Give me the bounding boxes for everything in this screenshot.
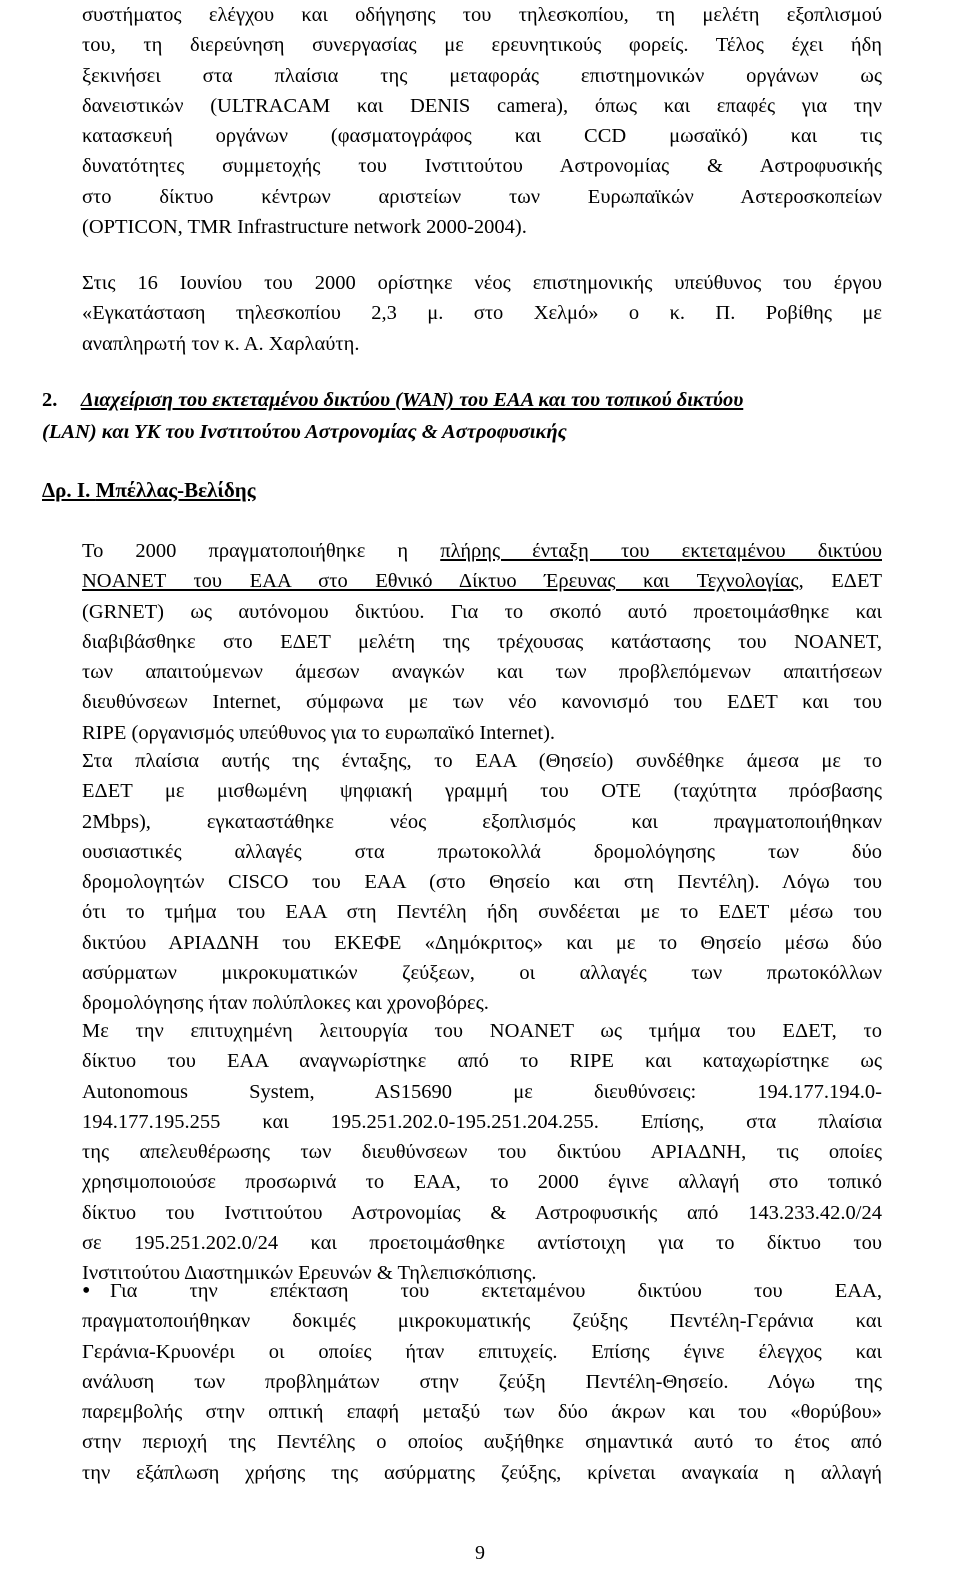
text-line: σε 195.251.202.0/24 και προετοιμάσθηκε αντίστοιχη για το δίκτυο του: [82, 1232, 882, 1255]
section-heading-line: [42, 384, 942, 416]
paragraph-telescope: [82, 0, 882, 242]
text-line: την εξάπλωση χρήσης της ασύρματης ζεύξης, κρίνεται αναγκαία η αλλαγή: [82, 1461, 882, 1484]
text-line: στην περιοχή της Πεντέλης ο οποίος αυξήθηκε σημαντικά αυτό το έτος από: [82, 1431, 882, 1454]
text-line: [82, 566, 882, 596]
text-line: RIPE (οργανισμός υπεύθυνος για το ευρωπαϊκό Internet).: [82, 721, 556, 744]
text-line: Για την επέκταση του εκτεταμένου δικτύου του ΕΑΑ,: [110, 1280, 882, 1302]
text-line: ότι το τμήμα του ΕΑΑ στη Πεντέλη ήδη συνδέεται με το ΕΔΕΤ μέσω του: [82, 901, 882, 924]
text-span: Το 2000 πραγματοποιήθηκε η: [82, 540, 441, 562]
underlined-text: πλήρης ένταξη του εκτεταμένου δικτύου: [440, 540, 882, 562]
text-line: χρησιμοποιούσε προσωρινά το ΕΑΑ, το 2000 έγινε αλλαγή στο τοπικό: [82, 1171, 882, 1194]
text-line: Γεράνια-Κρυονέρι οι οποίες ήταν επιτυχείς. Επίσης έγινε έλεγχος και: [82, 1340, 882, 1363]
underlined-text: NOANET του ΕΑΑ στο Εθνικό Δίκτυο Έρευνας και Τεχνολογίας: [82, 570, 799, 593]
text-line: ασύρματων μικροκυματικών ζεύξεων, οι αλλαγές των πρωτοκόλλων: [82, 962, 882, 985]
text-line: «Εγκατάσταση τηλεσκοπίου 2,3 μ. στο Χελμό» ο κ. Π. Ροβίθης με: [82, 302, 882, 325]
text-line: Στις 16 Ιουνίου του 2000 ορίστηκε νέος επιστημονικής υπεύθυνος του έργου: [82, 272, 882, 294]
text-line: 194.177.195.255 και 195.251.202.0-195.251.204.255. Επίσης, στα πλαίσια: [82, 1110, 882, 1133]
author-prefix: Δρ. Ι.: [42, 478, 96, 502]
paragraph-noanet: [82, 1016, 882, 1289]
paragraph-integration: [82, 536, 882, 748]
text-line: δρομολόγησης ήταν πολύπλοκες και χρονοβόρες.: [82, 992, 489, 1015]
text-line: δίκτυο του Ινστιτούτου Αστρονομίας & Αστροφυσικής από 143.233.42.0/24: [82, 1201, 882, 1224]
text-line: (GRNET) ως αυτόνομου δικτύου. Για το σκοπό αυτό προετοιμάσθηκε και: [82, 600, 882, 623]
page-number: 9: [475, 1542, 485, 1564]
section-title-line2: (LAN) και ΥΚ του Ινστιτούτου Αστρονομίας & Αστροφυσικής: [42, 421, 567, 443]
text-line: συστήματος ελέγχου και οδήγησης του τηλεσκοπίου, τη μελέτη εξοπλισμού: [82, 4, 882, 26]
text-line: Ινστιτούτου Διαστημικών Ερευνών & Τηλεπισκόπισης.: [82, 1262, 537, 1285]
text-line: Με την επιτυχημένη λειτουργία του NOANET ως τμήμα του ΕΔΕΤ, το: [82, 1020, 882, 1042]
text-line: δίκτυο του ΕΑΑ αναγνωρίστηκε από το RIPE και καταχωρίστηκε ως: [82, 1050, 882, 1073]
text-line: αναπληρωτή τον κ. Α. Χαρλαύτη.: [82, 332, 360, 355]
text-line: του, τη διερεύνηση συνεργασίας με ερευνητικούς φορείς. Τέλος έχει ήδη: [82, 34, 882, 57]
text-line: στο δίκτυο κέντρων αριστείων των Ευρωπαϊκών Αστεροσκοπείων: [82, 185, 882, 208]
text-line: 2Mbps), εγκαταστάθηκε νέος εξοπλισμός και πραγματοποιήθηκαν: [82, 810, 882, 833]
text-line: της απελευθέρωσης των διευθύνσεων του δικτύου ΑΡΙΑΔΝΗ, τις οποίες: [82, 1141, 882, 1164]
text-line: ουσιαστικές αλλαγές στα πρωτοκολλά δρομολόγησης των δύο: [82, 840, 882, 863]
paragraph-appointment: [82, 268, 882, 359]
text-line: των απαιτούμενων άμεσων αναγκών και των προβλεπόμενων απαιτήσεων: [82, 661, 882, 684]
section-title-line1: Διαχείριση του εκτεταμένου δικτύου (WAN) του ΕΑΑ και του τοπικού δικτύου: [80, 389, 744, 411]
text-line: [82, 536, 882, 566]
section-number: 2.: [42, 389, 58, 411]
text-span: , ΕΔΕΤ: [798, 570, 882, 593]
text-line: ΕΔΕΤ με μισθωμένη ψηφιακή γραμμή του ΟΤΕ (ταχύτητα πρόσβασης: [82, 780, 882, 803]
text-line: (OPTICON, TMR Infrastructure network 2000-2004).: [82, 216, 527, 239]
text-line: ανάλυση των προβλημάτων στην ζεύξη Πεντέλη-Θησείο. Λόγω της: [82, 1370, 882, 1393]
text-line: δυνατότητες συμμετοχής του Ινστιτούτου Αστρονομίας & Αστροφυσικής: [82, 155, 882, 178]
paragraph-connection: [82, 746, 882, 1019]
text-line: ξεκινήσει στα πλαίσια της μεταφοράς επιστημονικών οργάνων ως: [82, 64, 882, 87]
section-heading: [42, 384, 942, 448]
text-line: δανειστικών (ULTRACAM και DENIS camera), όπως και επαφές για την: [82, 94, 882, 117]
text-line: διαβιβάσθηκε στο ΕΔΕΤ μελέτη της τρέχουσας κατάστασης του NOANET,: [82, 630, 882, 653]
text-line: διευθύνσεων Internet, σύμφωνα με των νέο κανονισμό του ΕΔΕΤ και του: [82, 691, 882, 714]
text-line: δικτύου ΑΡΙΑΔΝΗ του ΕΚΕΦΕ «Δημόκριτος» και με το Θησείο μέσω δύο: [82, 931, 882, 954]
text-line: παρεμβολής στην οπτική επαφή μεταξύ των δύο άκρων και του «θορύβου»: [82, 1401, 882, 1424]
text-line: Autonomous System, AS15690 με διευθύνσεις: 194.177.194.0-: [82, 1080, 882, 1103]
text-line: κατασκευή οργάνων (φασματογράφος και CCD μωσαϊκό) και τις: [82, 125, 882, 148]
text-line: δρομολογητών CISCO του ΕΑΑ (στο Θησείο και στη Πεντέλη). Λόγω του: [82, 871, 882, 894]
author: [42, 478, 256, 503]
bullet-icon: •: [82, 1278, 91, 1304]
bullet-item: [82, 1276, 882, 1488]
text-line: Στα πλαίσια αυτής της ένταξης, το ΕΑΑ (Θησείο) συνδέθηκε άμεσα με το: [82, 750, 882, 772]
author-name: Μπέλλας-Βελίδης: [95, 478, 256, 502]
text-line: πραγματοποιήθηκαν δοκιμές μικροκυματικής ζεύξης Πεντέλη-Γεράνια και: [82, 1310, 882, 1333]
